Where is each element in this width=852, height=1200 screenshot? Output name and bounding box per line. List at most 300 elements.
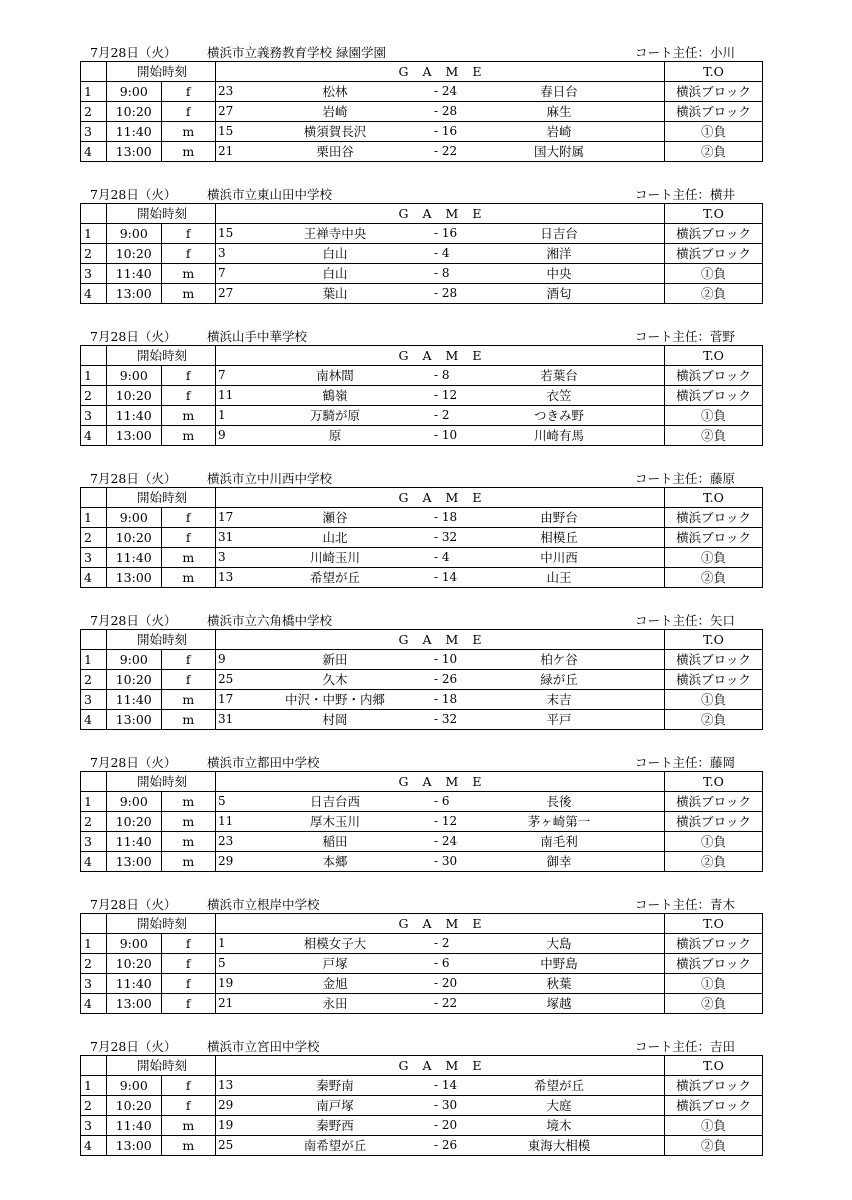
- start-time: 10:20: [107, 102, 162, 122]
- team-a: 厚木玉川: [309, 814, 360, 829]
- table-officials: 横浜ブロック: [665, 224, 763, 244]
- team-a: 秦野西: [316, 1118, 354, 1133]
- match-date: 7月28日（火）: [90, 187, 177, 202]
- block-header: [80, 1034, 735, 1055]
- match-no: 4: [81, 994, 107, 1014]
- table-row: [81, 710, 763, 730]
- start-time: 11:40: [107, 406, 162, 426]
- slot-b: - 18: [434, 510, 458, 524]
- slot-a: 21: [218, 144, 234, 158]
- match-no: 2: [81, 386, 107, 406]
- court-chief: コート主任：小川: [634, 45, 735, 60]
- slot-a: 17: [218, 510, 234, 524]
- category: f: [161, 102, 216, 122]
- team-a: 秦野南: [316, 1078, 354, 1093]
- table-officials: ②負: [665, 710, 763, 730]
- category: m: [161, 812, 216, 832]
- table-row: [81, 568, 763, 588]
- team-a: 村岡: [322, 712, 348, 727]
- start-time: 13:00: [107, 142, 162, 162]
- slot-b: - 32: [434, 712, 458, 726]
- team-a: 南戸塚: [316, 1098, 354, 1113]
- start-time: 9:00: [107, 366, 162, 386]
- block-header: [80, 40, 735, 61]
- slot-a: 1: [218, 408, 226, 422]
- slot-a: 15: [218, 124, 234, 138]
- table-row: [81, 142, 763, 162]
- table-officials: 横浜ブロック: [665, 102, 763, 122]
- match-date: 7月28日（火）: [90, 329, 177, 344]
- match-no: 1: [81, 82, 107, 102]
- table-officials: ①負: [665, 548, 763, 568]
- court-chief: コート主任：吉田: [634, 1039, 735, 1054]
- slot-b: - 10: [434, 428, 458, 442]
- table-officials: ②負: [665, 284, 763, 304]
- team-b: 南毛利: [540, 834, 578, 849]
- court-chief: コート主任：菅野: [634, 329, 735, 344]
- table-officials: 横浜ブロック: [665, 670, 763, 690]
- slot-a: 29: [218, 854, 234, 868]
- slot-b: - 20: [434, 976, 458, 990]
- table-officials: ②負: [665, 994, 763, 1014]
- block-header: [80, 608, 735, 629]
- table-officials: ①負: [665, 832, 763, 852]
- venue-name: 横浜市立都田中学校: [207, 755, 320, 770]
- table-header-row: [81, 772, 763, 792]
- table-row: [81, 508, 763, 528]
- start-time: 11:40: [107, 122, 162, 142]
- slot-b: - 18: [434, 692, 458, 706]
- table-officials: ②負: [665, 426, 763, 446]
- game-header: GAME: [216, 1056, 665, 1076]
- to-header: T.O: [665, 346, 763, 366]
- match-no: 3: [81, 974, 107, 994]
- slot-a: 27: [218, 104, 234, 118]
- time-header: 開始時刻: [107, 62, 216, 82]
- table-officials: 横浜ブロック: [665, 1076, 763, 1096]
- table-officials: ①負: [665, 406, 763, 426]
- table-row: [81, 1136, 763, 1156]
- team-a: 横須賀長沢: [303, 124, 367, 139]
- team-b: 麻生: [546, 104, 572, 119]
- venue-name: 横浜市立義務教育学校 緑園学園: [207, 45, 386, 60]
- table-officials: 横浜ブロック: [665, 244, 763, 264]
- category: m: [161, 832, 216, 852]
- time-header: 開始時刻: [107, 630, 216, 650]
- venue-block: [80, 40, 751, 182]
- team-b: 岩崎: [546, 124, 572, 139]
- table-row: [81, 994, 763, 1014]
- team-a: 新田: [322, 652, 348, 667]
- team-b: 塚越: [546, 996, 572, 1011]
- table-row: [81, 954, 763, 974]
- team-b: 山王: [546, 570, 572, 585]
- team-b: つきみ野: [533, 408, 584, 423]
- team-b: 若葉台: [540, 368, 578, 383]
- table-officials: ①負: [665, 974, 763, 994]
- time-header: 開始時刻: [107, 772, 216, 792]
- venue-name: 横浜市立東山田中学校: [207, 187, 333, 202]
- match-date: 7月28日（火）: [90, 755, 177, 770]
- table-officials: ②負: [665, 142, 763, 162]
- table-row: [81, 426, 763, 446]
- match-no: 4: [81, 568, 107, 588]
- match-no: 2: [81, 1096, 107, 1116]
- category: m: [161, 142, 216, 162]
- table-officials: ①負: [665, 1116, 763, 1136]
- table-row: [81, 406, 763, 426]
- slot-a: 23: [218, 84, 234, 98]
- start-time: 13:00: [107, 568, 162, 588]
- table-officials: ①負: [665, 264, 763, 284]
- team-a: 山北: [322, 530, 348, 545]
- slot-b: - 26: [434, 672, 458, 686]
- slot-a: 31: [218, 712, 234, 726]
- table-officials: 横浜ブロック: [665, 650, 763, 670]
- start-time: 11:40: [107, 690, 162, 710]
- team-b: 大島: [546, 936, 572, 951]
- table-row: [81, 548, 763, 568]
- court-chief: コート主任：横井: [634, 187, 735, 202]
- team-b: 緑が丘: [540, 672, 578, 687]
- team-a: 戸塚: [322, 956, 348, 971]
- category: f: [161, 1096, 216, 1116]
- category: f: [161, 224, 216, 244]
- venue-block: [80, 324, 751, 466]
- slot-a: 29: [218, 1098, 234, 1112]
- table-header-row: [81, 914, 763, 934]
- table-officials: ②負: [665, 852, 763, 872]
- slot-b: - 10: [434, 652, 458, 666]
- team-a: 松林: [322, 84, 348, 99]
- court-chief: コート主任：藤原: [634, 471, 735, 486]
- team-b: 末吉: [546, 692, 572, 707]
- start-time: 13:00: [107, 426, 162, 446]
- table-row: [81, 82, 763, 102]
- category: m: [161, 792, 216, 812]
- game-header: GAME: [216, 346, 665, 366]
- block-header: [80, 466, 735, 487]
- to-header: T.O: [665, 772, 763, 792]
- team-a: 白山: [322, 266, 348, 281]
- category: f: [161, 994, 216, 1014]
- slot-b: - 26: [434, 1138, 458, 1152]
- table-officials: 横浜ブロック: [665, 792, 763, 812]
- start-time: 10:20: [107, 670, 162, 690]
- table-row: [81, 284, 763, 304]
- block-header: [80, 182, 735, 203]
- block-header: [80, 324, 735, 345]
- table-header-row: [81, 346, 763, 366]
- slot-b: - 14: [434, 1078, 458, 1092]
- time-header: 開始時刻: [107, 488, 216, 508]
- slot-a: 3: [218, 550, 226, 564]
- category: f: [161, 934, 216, 954]
- team-a: 南林間: [316, 368, 354, 383]
- table-header-row: [81, 62, 763, 82]
- team-b: 中野島: [540, 956, 578, 971]
- match-no: 3: [81, 1116, 107, 1136]
- slot-a: 5: [218, 794, 226, 808]
- slot-b: - 6: [434, 956, 450, 970]
- category: m: [161, 568, 216, 588]
- table-officials: 横浜ブロック: [665, 508, 763, 528]
- team-b: 中央: [546, 266, 572, 281]
- table-header-row: [81, 488, 763, 508]
- team-a: 鶴嶺: [322, 388, 348, 403]
- slot-a: 11: [218, 814, 234, 828]
- table-officials: ②負: [665, 568, 763, 588]
- table-row: [81, 1076, 763, 1096]
- slot-b: - 4: [434, 246, 450, 260]
- slot-a: 23: [218, 834, 234, 848]
- game-header: GAME: [216, 772, 665, 792]
- match-no: 4: [81, 710, 107, 730]
- match-table: [80, 913, 763, 1014]
- start-time: 13:00: [107, 1136, 162, 1156]
- slot-b: - 8: [434, 266, 450, 280]
- team-b: 大庭: [546, 1098, 572, 1113]
- table-officials: ②負: [665, 1136, 763, 1156]
- match-no: 4: [81, 426, 107, 446]
- team-b: 春日台: [540, 84, 578, 99]
- team-b: 湘洋: [546, 246, 572, 261]
- table-row: [81, 244, 763, 264]
- match-table: [80, 1055, 763, 1156]
- game-header: GAME: [216, 914, 665, 934]
- venue-block: [80, 182, 751, 324]
- start-time: 11:40: [107, 264, 162, 284]
- venue-block: [80, 1034, 751, 1176]
- start-time: 10:20: [107, 954, 162, 974]
- slot-a: 1: [218, 936, 226, 950]
- match-table: [80, 203, 763, 304]
- slot-a: 31: [218, 530, 234, 544]
- team-b: 長後: [546, 794, 572, 809]
- team-a: 久木: [322, 672, 348, 687]
- court-chief: コート主任：矢口: [634, 613, 735, 628]
- team-b: 衣笠: [546, 388, 572, 403]
- table-row: [81, 366, 763, 386]
- game-header: GAME: [216, 204, 665, 224]
- table-officials: 横浜ブロック: [665, 528, 763, 548]
- slot-b: - 24: [434, 834, 458, 848]
- slot-a: 13: [218, 1078, 234, 1092]
- match-no: 1: [81, 224, 107, 244]
- start-time: 11:40: [107, 832, 162, 852]
- court-chief: コート主任：藤岡: [634, 755, 735, 770]
- match-no: 4: [81, 142, 107, 162]
- slot-b: - 14: [434, 570, 458, 584]
- slot-b: - 22: [434, 996, 458, 1010]
- category: m: [161, 426, 216, 446]
- category: m: [161, 284, 216, 304]
- table-officials: ①負: [665, 690, 763, 710]
- slot-b: - 30: [434, 1098, 458, 1112]
- team-b: 日吉台: [540, 226, 578, 241]
- team-b: 茅ヶ崎第一: [527, 814, 591, 829]
- category: m: [161, 710, 216, 730]
- start-time: 10:20: [107, 528, 162, 548]
- category: f: [161, 82, 216, 102]
- table-row: [81, 690, 763, 710]
- match-no: 4: [81, 1136, 107, 1156]
- table-row: [81, 670, 763, 690]
- slot-a: 21: [218, 996, 234, 1010]
- venue-block: [80, 892, 751, 1034]
- table-officials: 横浜ブロック: [665, 812, 763, 832]
- start-time: 10:20: [107, 244, 162, 264]
- team-a: 中沢・中野・内郷: [284, 692, 385, 707]
- game-header: GAME: [216, 62, 665, 82]
- schedule-sheet: [80, 40, 751, 1176]
- table-officials: 横浜ブロック: [665, 934, 763, 954]
- team-a: 稲田: [322, 834, 348, 849]
- table-header-row: [81, 630, 763, 650]
- start-time: 13:00: [107, 994, 162, 1014]
- table-officials: ①負: [665, 122, 763, 142]
- match-no: 1: [81, 650, 107, 670]
- slot-a: 7: [218, 266, 226, 280]
- team-b: 川崎有馬: [533, 428, 584, 443]
- match-no: 2: [81, 670, 107, 690]
- category: f: [161, 366, 216, 386]
- slot-b: - 22: [434, 144, 458, 158]
- block-header: [80, 892, 735, 913]
- table-header-row: [81, 1056, 763, 1076]
- table-row: [81, 852, 763, 872]
- slot-b: - 12: [434, 814, 458, 828]
- start-time: 9:00: [107, 224, 162, 244]
- team-a: 原: [328, 428, 342, 443]
- category: f: [161, 508, 216, 528]
- start-time: 13:00: [107, 284, 162, 304]
- table-row: [81, 1116, 763, 1136]
- table-officials: 横浜ブロック: [665, 82, 763, 102]
- match-no: 3: [81, 548, 107, 568]
- match-no: 2: [81, 102, 107, 122]
- table-row: [81, 832, 763, 852]
- team-b: 東海大相模: [527, 1138, 591, 1153]
- start-time: 10:20: [107, 386, 162, 406]
- venue-name: 横浜市立六角橋中学校: [207, 613, 333, 628]
- match-no: 1: [81, 366, 107, 386]
- team-a: 瀬谷: [322, 510, 348, 525]
- table-row: [81, 1096, 763, 1116]
- slot-a: 17: [218, 692, 234, 706]
- category: m: [161, 852, 216, 872]
- category: m: [161, 690, 216, 710]
- category: f: [161, 1076, 216, 1096]
- game-header: GAME: [216, 488, 665, 508]
- to-header: T.O: [665, 1056, 763, 1076]
- category: m: [161, 1136, 216, 1156]
- time-header: 開始時刻: [107, 204, 216, 224]
- team-a: 永田: [322, 996, 348, 1011]
- slot-b: - 30: [434, 854, 458, 868]
- table-row: [81, 224, 763, 244]
- team-a: 葉山: [322, 286, 348, 301]
- match-no: 4: [81, 852, 107, 872]
- match-no: 1: [81, 1076, 107, 1096]
- table-header-row: [81, 204, 763, 224]
- block-header: [80, 750, 735, 771]
- team-a: 金旭: [322, 976, 348, 991]
- start-time: 13:00: [107, 710, 162, 730]
- venue-name: 横浜市立宮田中学校: [207, 1039, 320, 1054]
- to-header: T.O: [665, 204, 763, 224]
- match-table: [80, 61, 763, 162]
- slot-a: 9: [218, 652, 226, 666]
- slot-b: - 12: [434, 388, 458, 402]
- slot-b: - 6: [434, 794, 450, 808]
- start-time: 9:00: [107, 1076, 162, 1096]
- match-table: [80, 629, 763, 730]
- team-b: 中川西: [540, 550, 578, 565]
- slot-b: - 28: [434, 104, 458, 118]
- match-no: 2: [81, 528, 107, 548]
- team-a: 日吉台西: [309, 794, 360, 809]
- team-a: 万騎が原: [309, 408, 360, 423]
- to-header: T.O: [665, 914, 763, 934]
- slot-b: - 16: [434, 124, 458, 138]
- match-no: 1: [81, 792, 107, 812]
- category: m: [161, 406, 216, 426]
- table-row: [81, 102, 763, 122]
- team-a: 白山: [322, 246, 348, 261]
- team-b: 柏ケ谷: [540, 652, 578, 667]
- match-date: 7月28日（火）: [90, 471, 177, 486]
- match-table: [80, 771, 763, 872]
- team-b: 秋葉: [546, 976, 572, 991]
- table-officials: 横浜ブロック: [665, 386, 763, 406]
- category: m: [161, 548, 216, 568]
- category: f: [161, 386, 216, 406]
- to-header: T.O: [665, 630, 763, 650]
- venue-name: 横浜市立中川西中学校: [207, 471, 333, 486]
- slot-b: - 32: [434, 530, 458, 544]
- time-header: 開始時刻: [107, 914, 216, 934]
- venue-block: [80, 750, 751, 892]
- table-officials: 横浜ブロック: [665, 366, 763, 386]
- match-no: 1: [81, 508, 107, 528]
- slot-b: - 8: [434, 368, 450, 382]
- table-row: [81, 528, 763, 548]
- slot-b: - 28: [434, 286, 458, 300]
- slot-a: 25: [218, 1138, 234, 1152]
- table-officials: 横浜ブロック: [665, 954, 763, 974]
- team-a: 王禅寺中央: [303, 226, 367, 241]
- time-header: 開始時刻: [107, 346, 216, 366]
- match-no: 2: [81, 244, 107, 264]
- start-time: 13:00: [107, 852, 162, 872]
- category: f: [161, 528, 216, 548]
- venue-name: 横浜山手中華学校: [207, 329, 308, 344]
- slot-a: 3: [218, 246, 226, 260]
- category: f: [161, 670, 216, 690]
- team-a: 本郷: [322, 854, 348, 869]
- match-no: 2: [81, 954, 107, 974]
- table-row: [81, 264, 763, 284]
- table-officials: 横浜ブロック: [665, 1096, 763, 1116]
- slot-a: 5: [218, 956, 226, 970]
- match-no: 2: [81, 812, 107, 832]
- match-date: 7月28日（火）: [90, 613, 177, 628]
- start-time: 11:40: [107, 548, 162, 568]
- slot-a: 19: [218, 1118, 234, 1132]
- category: f: [161, 244, 216, 264]
- match-no: 3: [81, 832, 107, 852]
